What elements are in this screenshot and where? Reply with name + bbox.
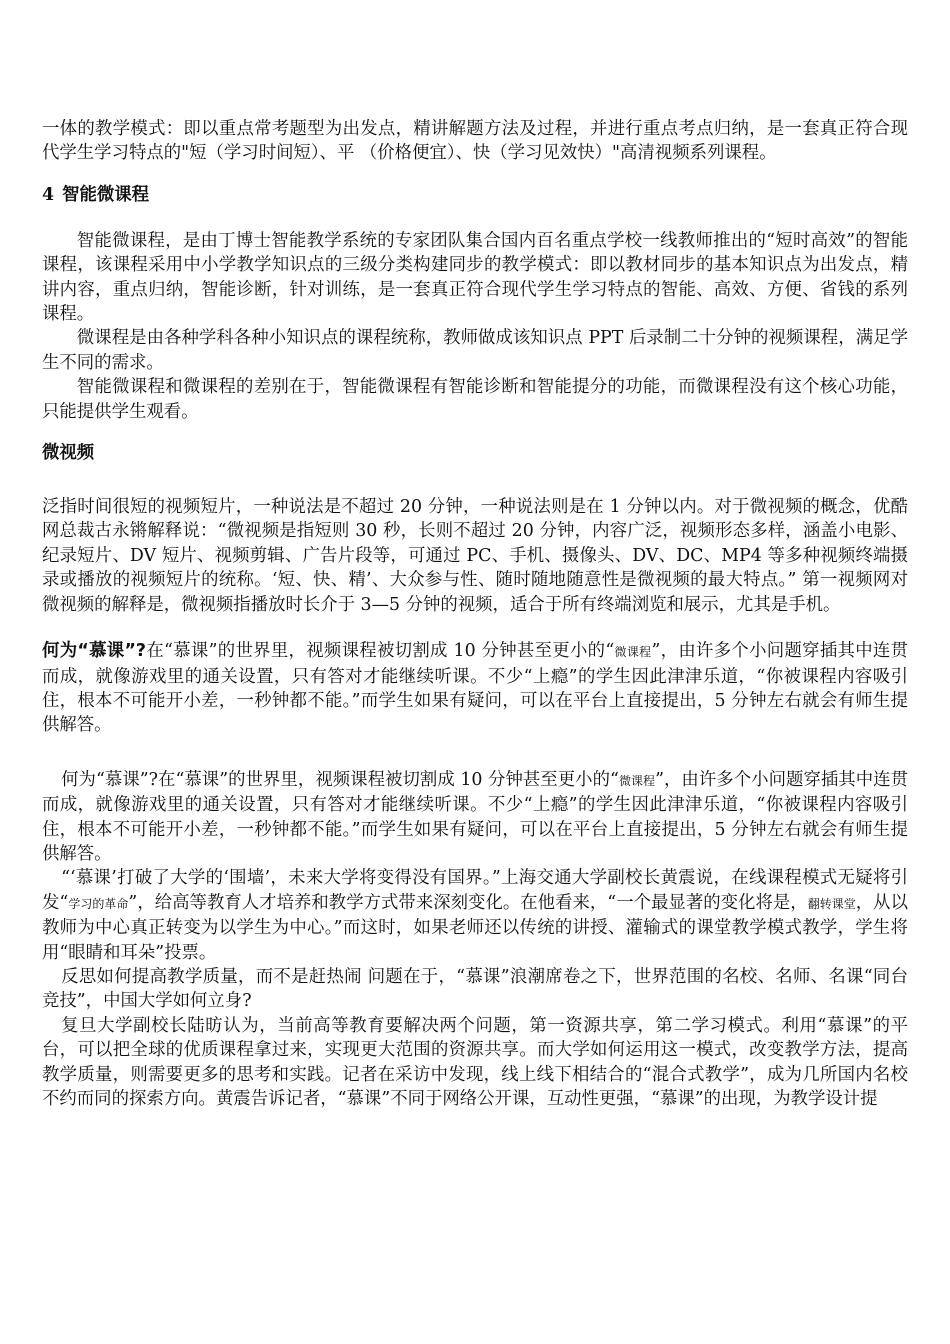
small-text-microcourse-2: 微课程 xyxy=(618,773,656,788)
paragraph-mooc-repeat: 何为“慕课”?在“慕课”的世界里，视频课程被切割成 10 分钟甚至更小的“微课程”，由许多个小问题穿插其中连贯而成，就像游戏里的通关设置，只有答对才能继续听课。不少“上瘾”的学生因此津津乐道，“你被课程内容吸引住，根本不可能开小差，一秒钟都不能。”而学生如果有疑问，可以在平台上直接提出，5 分钟左右就会有师生提供解答。 xyxy=(42,769,908,864)
paragraph-micro-video: 泛指时间很短的视频短片，一种说法是不超过 20 分钟，一种说法则是在 1 分钟以内。对于微视频的概念，优酷网总裁古永锵解释说：“微视频是指短则 30 秒，长则不超过 20 分钟，内容广泛，视频形态多样，涵盖小电影、纪录短片、DV 短片、视频剪辑、广告片段等，可通过 PC、手机、摄像头、DV、DC、MP4 等多种视频终端摄录或播放的视频短片的统称。‘短、快、精’、大众参与性、随时随地随意性是微视频的最大特点。” 第一视频网对微视频的解释是，微视频指播放时长介于 3—5 分钟的视频，适合于所有终端浏览和展示，尤其是手机。 xyxy=(42,497,908,615)
paragraph-mooc-bold-lead: 何为“慕课”?在“慕课”的世界里，视频课程被切割成 10 分钟甚至更小的“微课程”，由许多个小问题穿插其中连贯而成，就像游戏里的通关设置，只有答对才能继续听课。不少“上瘾”的学生因此津津乐道，“你被课程内容吸引住，根本不可能开小差，一秒钟都不能。”而学生如果有疑问，可以在平台上直接提出，5 分钟左右就会有师生提供解答。 xyxy=(42,641,908,736)
paragraph-mooc-fudan: 复旦大学副校长陆昉认为，当前高等教育要解决两个问题，第一资源共享，第二学习模式。利用“慕课”的平台，可以把全球的优质课程拿过来，实现更大范围的资源共享。而大学如何运用这一模式，改变教学方法，提高教学质量，则需要更多的思考和实践。记者在采访中发现，线上线下相结合的“混合式教学”，成为几所国内名校不约而同的探索方向。黄震告诉记者，“慕课”不同于网络公开课，互动性更强，“慕课”的出现，为教学设计提 xyxy=(42,1015,908,1109)
small-text-microcourse: 微课程 xyxy=(614,645,652,660)
paragraph-microcourse-definition: 微课程是由各种学科各种小知识点的课程统称，教师做成该知识点 PPT 后录制二十分钟的视频课程，满足学生不同的需求。 xyxy=(42,328,908,373)
section-heading-intelligent-microcourse xyxy=(42,183,908,207)
paragraph-mooc-reflection: 反思如何提高教学质量，而不是赶热闹 问题在于，“慕课”浪潮席卷之下，世界范围的名校、名师、名课“同台竞技”，中国大学如何立身? xyxy=(42,966,908,1012)
paragraph-intelligent-microcourse: 智能微课程，是由丁博士智能教学系统的专家团队集合国内百名重点学校一线教师推出的“短时高效”的智能课程，该课程采用中小学教学知识点的三级分类构建同步的教学模式：即以教材同步的基本知识点为出发点，精讲内容，重点归纳，智能诊断，针对训练，是一套真正符合现代学生学习特点的智能、高效、方便、省钱的系列课程。 xyxy=(42,230,908,325)
small-text-learning-revolution: 学习的革命 xyxy=(68,896,129,911)
small-text-flipped-classroom: 翻转课堂 xyxy=(807,896,856,911)
mooc-lead-text: 何为“慕课”? xyxy=(42,641,147,662)
intro-paragraph: 一体的教学模式：即以重点常考题型为出发点，精讲解题方法及过程，并进行重点考点归纳，是一套真正符合现代学生学习特点的"短（学习时间短）、平 （价格便宜）、快（学习见效快）"高清视频系列课程。 xyxy=(42,119,908,164)
section-heading-micro-video: 微视频 xyxy=(42,443,95,464)
paragraph-mooc-walls: “‘慕课’打破了大学的‘围墙’，未来大学将变得没有国界。”上海交通大学副校长黄震说，在线课程模式无疑将引发“学习的革命”，给高等教育人才培养和教学方式带来深刻变化。在他看来，“一个最显著的变化将是，翻转课堂，从以教师为中心真正转变为以学生为中心。”而这时，如果老师还以传统的讲授、灌输式的课堂教学模式教学，学生将用“眼睛和耳朵”投票。 xyxy=(42,868,908,963)
section-number: 4 xyxy=(42,184,55,205)
section-title: 智能微课程 xyxy=(62,184,150,205)
paragraph-difference: 智能微课程和微课程的差别在于，智能微课程有智能诊断和智能提分的功能，而微课程没有这个核心功能，只能提供学生观看。 xyxy=(42,377,908,422)
